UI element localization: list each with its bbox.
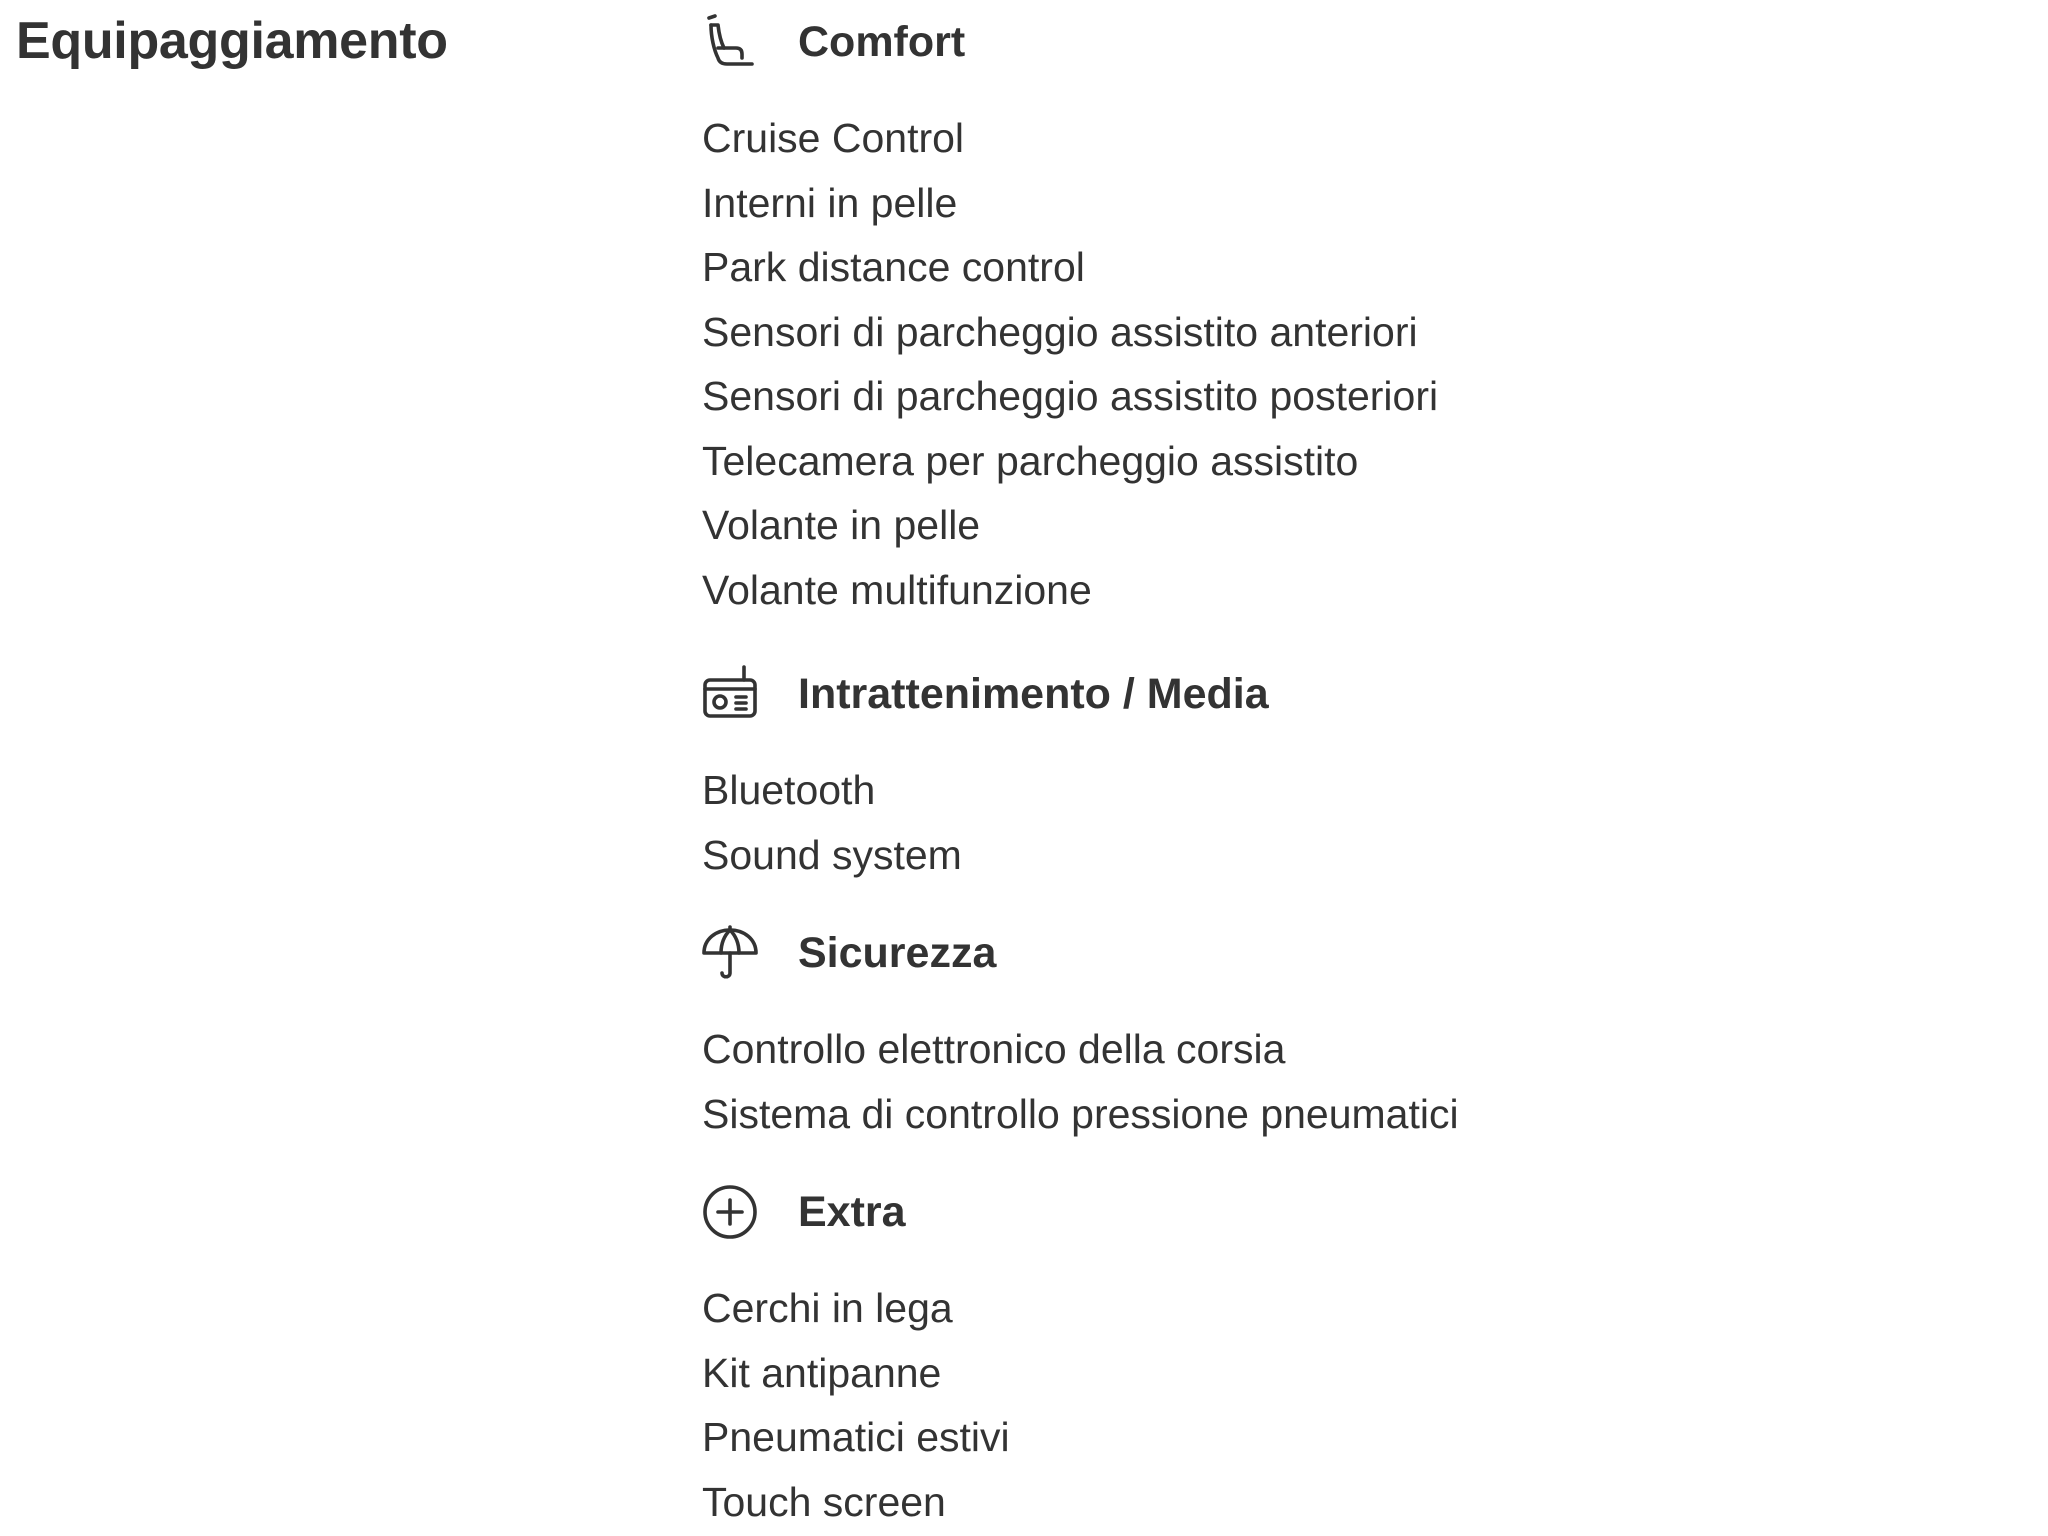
- list-item: Sensori di parcheggio assistito anteriori: [702, 308, 1418, 355]
- section-title: Extra: [798, 1188, 906, 1236]
- section-title: Sicurezza: [798, 929, 997, 977]
- section-header: [700, 652, 2000, 736]
- list-item: Interni in pelle: [702, 179, 958, 226]
- list-item: Pneumatici estivi: [702, 1414, 1010, 1460]
- list-item: Sound system: [702, 831, 962, 878]
- section-header: [700, 1170, 2000, 1254]
- item-list: [702, 758, 962, 887]
- list-item: Cerchi in lega: [702, 1285, 953, 1331]
- radio-icon: [700, 664, 760, 724]
- section-safety: [700, 911, 2000, 1137]
- list-item: Telecamera per parcheggio assistito: [702, 437, 1359, 484]
- list-item: Sistema di controllo pressione pneumatici: [702, 1090, 1459, 1137]
- list-item: Park distance control: [702, 244, 1085, 290]
- list-item: Volante multifunzione: [702, 566, 1092, 613]
- section-extra: [700, 1170, 2000, 1525]
- section-header: [700, 911, 2000, 995]
- list-item: Kit antipanne: [702, 1349, 942, 1396]
- item-list: [702, 106, 1438, 622]
- list-item: Controllo elettronico della corsia: [702, 1026, 1286, 1072]
- plus-circle-icon: [700, 1182, 760, 1242]
- list-item: Volante in pelle: [702, 502, 981, 548]
- section-title: Intrattenimento / Media: [798, 670, 1269, 718]
- item-list: [702, 1276, 1010, 1534]
- item-list: [702, 1017, 1459, 1146]
- section-header: [700, 0, 2000, 84]
- list-item: Cruise Control: [702, 115, 965, 161]
- page-title: Equipaggiamento: [16, 12, 448, 70]
- section-comfort: [700, 0, 2000, 613]
- section-title: Comfort: [798, 18, 966, 66]
- list-item: Sensori di parcheggio assistito posteriori: [702, 373, 1439, 419]
- list-item: Bluetooth: [702, 767, 876, 813]
- umbrella-icon: [700, 923, 760, 983]
- section-media: [700, 652, 2000, 878]
- list-item: Touch screen: [702, 1478, 946, 1525]
- car-seat-icon: [700, 12, 760, 72]
